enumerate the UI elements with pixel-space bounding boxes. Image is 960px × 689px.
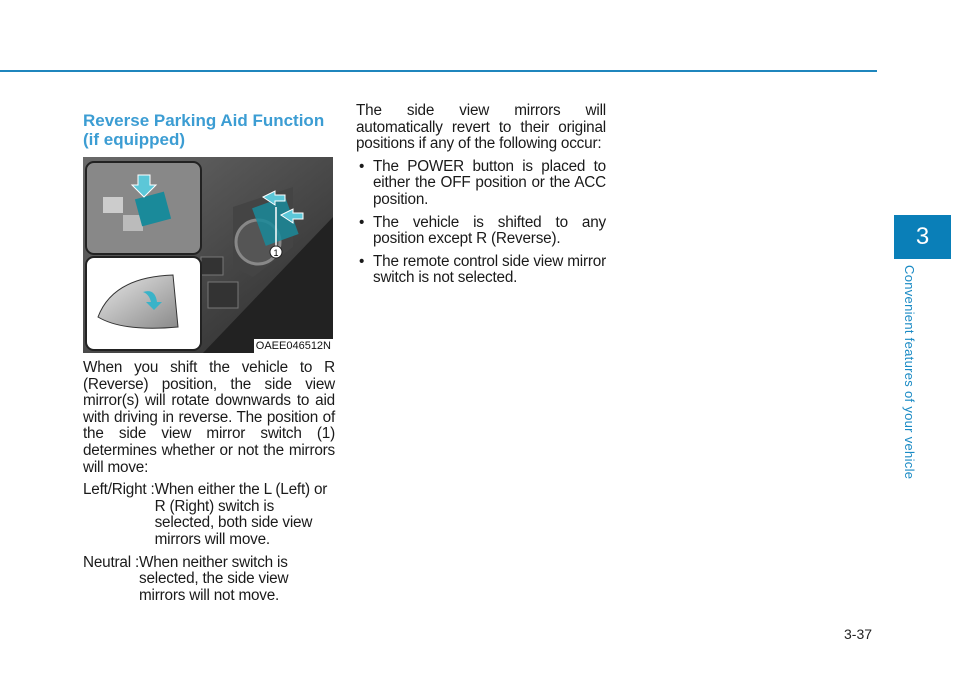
intro-paragraph: When you shift the vehicle to R (Reverse) position, the side view mirror(s) will rotate downwards to aid with driving in reverse. The position of the side view mirror switch (1) determines whether or not the mirrors will move: — [83, 359, 335, 476]
section-title: Reverse Parking Aid Function (if equipped) — [83, 111, 325, 149]
page-number: 3-37 — [844, 626, 873, 642]
definition-term: Left/Right : — [83, 481, 155, 499]
figure-code: OAEE046512N — [255, 340, 331, 352]
door-panel-drawing — [83, 157, 333, 353]
callout-number: 1 — [273, 248, 279, 258]
header-rule — [0, 70, 877, 72]
definition-desc: When neither switch is selected, the side view mirrors will not move. — [139, 553, 289, 604]
left-column — [83, 360, 335, 610]
list-item: • The vehicle is shifted to any position except R (Reverse). — [356, 215, 606, 248]
chapter-section-label — [897, 265, 921, 495]
list-item: • The remote control side view mirror switch is not selected. — [356, 254, 606, 287]
section-name: Convenient features of your vehicle — [902, 265, 917, 480]
definition-neutral — [83, 555, 335, 605]
list-item: • The POWER button is placed to either the OFF position or the ACC position. — [356, 159, 606, 209]
definition-desc: When either the L (Left) or R (Right) switch is selected, both side view mirrors will move. — [154, 481, 328, 548]
definition-left-right — [83, 482, 335, 548]
mirror-switch-illustration — [83, 157, 333, 353]
revert-paragraph: The side view mirrors will automatically revert to their original positions if any of the following occur: — [356, 102, 606, 153]
condition-list — [356, 159, 606, 287]
definition-term: Neutral : — [83, 553, 140, 571]
right-column — [356, 103, 606, 293]
chapter-tab: 3 — [894, 215, 951, 259]
